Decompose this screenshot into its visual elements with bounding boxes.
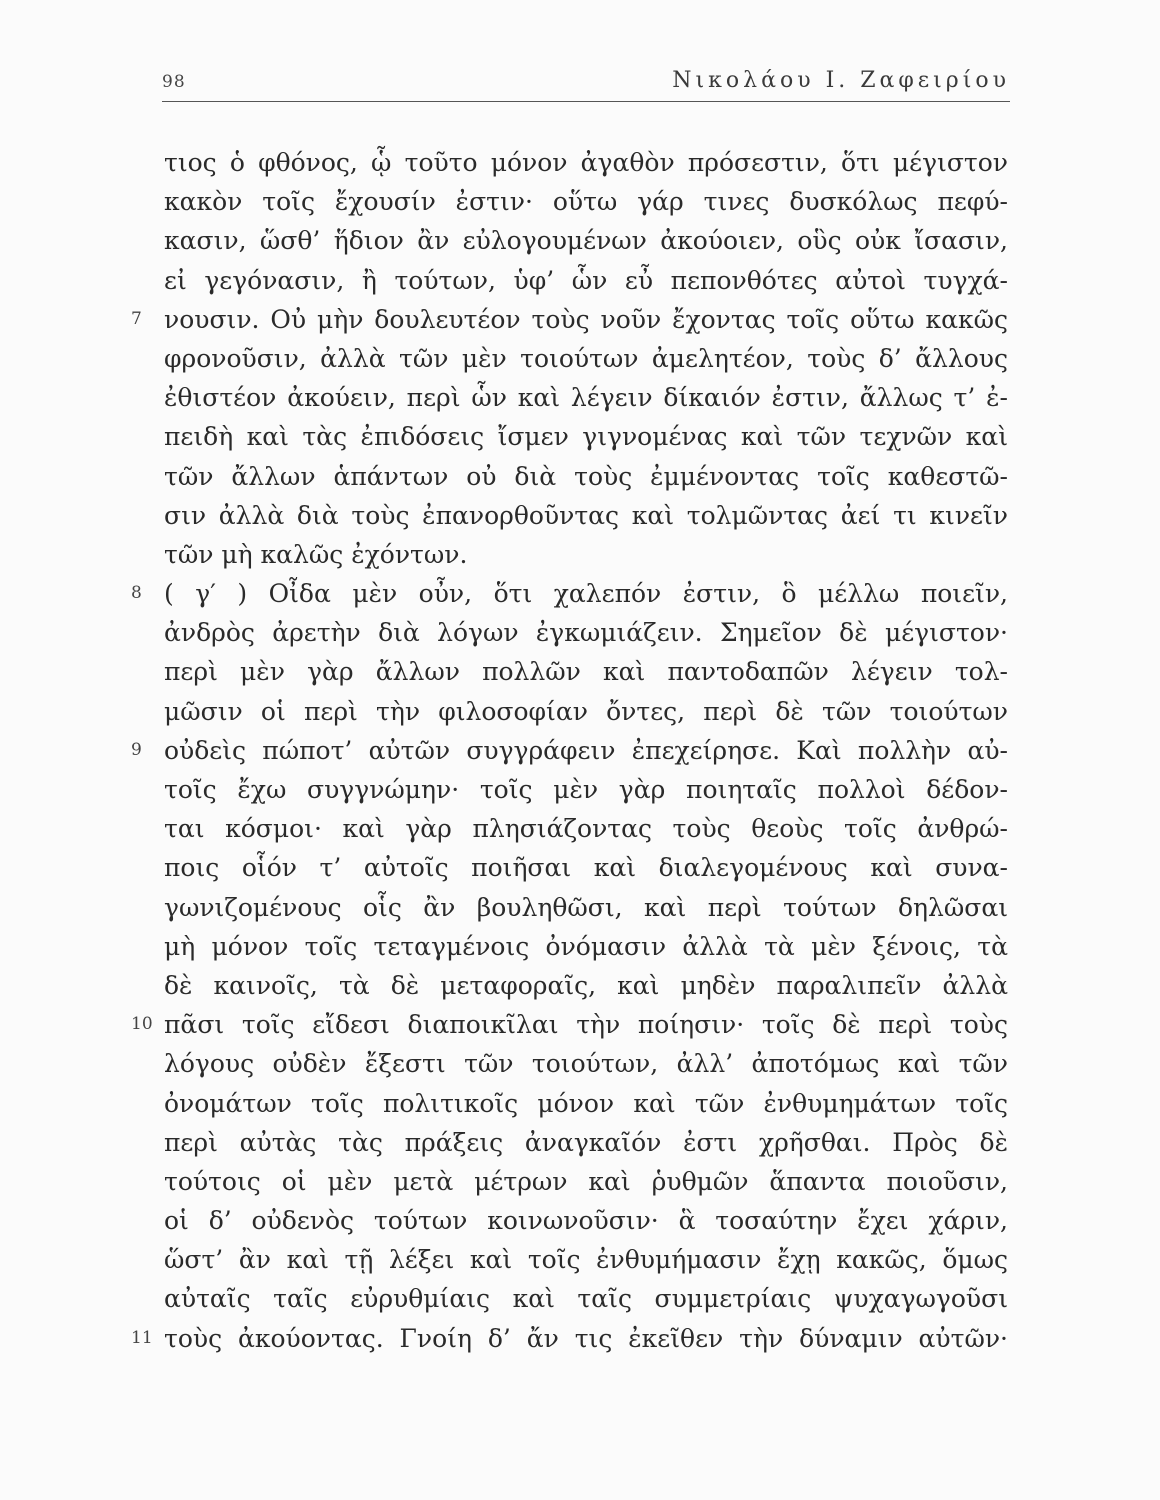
line-text: γωνιζομένους οἷς ἂν βουληθῶσι, καὶ περὶ τούτων δηλῶσαι	[164, 892, 1008, 922]
line-text: τοῖς ἔχω συγγνώμην· τοῖς μὲν γὰρ ποιηταῖς πολλοὶ δέδον-	[164, 775, 1008, 804]
text-line	[164, 1044, 1008, 1083]
text-line	[164, 613, 1008, 652]
text-line	[164, 1279, 1008, 1318]
line-text: περὶ μὲν γὰρ ἄλλων πολλῶν καὶ παντοδαπῶν λέγειν τολ-	[164, 657, 1008, 687]
line-text: πειδὴ καὶ τὰς ἐπιδόσεις ἴσμεν γιγνομένας καὶ τῶν τεχνῶν καὶ	[164, 422, 1008, 452]
text-line	[131, 731, 1008, 770]
text-line	[164, 261, 1008, 300]
line-text: νουσιν. Οὐ μὴν δουλευτέον τοὺς νοῦν ἔχοντας τοῖς οὕτω κακῶς	[164, 304, 1008, 334]
line-text: λόγους οὐδὲν ἔξεστι τῶν τοιούτων, ἀλλ’ ἀποτόμως καὶ τῶν	[164, 1049, 1008, 1079]
line-text: ( γ′ ) Οἶδα μὲν οὖν, ὅτι χαλεπόν ἐστιν, ὃ μέλλω ποιεῖν,	[164, 579, 1008, 609]
text-line	[164, 848, 1008, 887]
text-line	[164, 927, 1008, 966]
line-text: τῶν μὴ καλῶς ἐχόντων.	[164, 539, 468, 569]
line-text: τούτοις οἱ μὲν μετὰ μέτρων καὶ ῥυθμῶν ἅπαντα ποιοῦσιν,	[164, 1166, 1008, 1196]
text-line	[164, 182, 1008, 221]
text-line	[131, 1319, 1008, 1358]
line-text: φρονοῦσιν, ἀλλὰ τῶν μὲν τοιούτων ἀμελητέον, τοὺς δ’ ἄλλους	[164, 343, 1008, 373]
line-text: τιος ὁ φθόνος, ᾧ τοῦτο μόνον ἀγαθὸν πρόσεστιν, ὅτι μέγιστον	[164, 148, 1008, 177]
line-text: οἱ δ’ οὐδενὸς τούτων κοινωνοῦσιν· ἃ τοσαύτην ἔχει χάριν,	[164, 1206, 1008, 1236]
text-line	[131, 1005, 1008, 1044]
line-text: ποις οἷόν τ’ αὐτοῖς ποιῆσαι καὶ διαλεγομένους καὶ συνα-	[164, 853, 1008, 883]
line-text: κασιν, ὥσθ’ ἥδιον ἂν εὐλογουμένων ἀκούοιεν, οὓς οὐκ ἴσασιν,	[164, 226, 1008, 256]
margin-section-number: 7	[131, 308, 142, 329]
header-rule	[162, 101, 1010, 102]
line-text: τοὺς ἀκούοντας. Γνοίη δ’ ἄν τις ἐκεῖθεν τὴν δύναμιν αὐτῶν·	[164, 1323, 1008, 1353]
body-text	[131, 143, 1008, 1358]
line-text: μῶσιν οἱ περὶ τὴν φιλοσοφίαν ὄντες, περὶ δὲ τῶν τοιούτων	[164, 696, 1008, 726]
line-text: ται κόσμοι· καὶ γὰρ πλησιάζοντας τοὺς θεοὺς τοῖς ἀνθρώ-	[164, 814, 1008, 844]
line-text: ὀνομάτων τοῖς πολιτικοῖς μόνον καὶ τῶν ἐνθυμημάτων τοῖς	[164, 1088, 1008, 1118]
running-head	[162, 68, 1010, 102]
text-line	[164, 1240, 1008, 1279]
margin-section-number: 11	[131, 1327, 153, 1348]
text-line	[164, 966, 1008, 1005]
text-line	[164, 457, 1008, 496]
line-text: κακὸν τοῖς ἔχουσίν ἐστιν· οὕτω γάρ τινες δυσκόλως πεφύ-	[164, 187, 1008, 217]
text-line	[164, 1123, 1008, 1162]
margin-section-number: 8	[131, 583, 142, 604]
line-text: περὶ αὐτὰς τὰς πράξεις ἀναγκαῖόν ἐστι χρῆσθαι. Πρὸς δὲ	[164, 1127, 1008, 1157]
margin-section-number: 9	[131, 739, 142, 760]
line-text: εἰ γεγόνασιν, ἢ τούτων, ὑφ’ ὧν εὖ πεπονθότες αὐτοὶ τυγχά-	[164, 265, 1008, 295]
line-text: ἀνδρὸς ἀρετὴν διὰ λόγων ἐγκωμιάζειν. Σημεῖον δὲ μέγιστον·	[164, 618, 1008, 648]
line-text: ὥστ’ ἂν καὶ τῇ λέξει καὶ τοῖς ἐνθυμήμασιν ἔχῃ κακῶς, ὅμως	[164, 1245, 1008, 1275]
line-text: αὐταῖς ταῖς εὐρυθμίαις καὶ ταῖς συμμετρίαις ψυχαγωγοῦσι	[164, 1284, 1008, 1314]
line-text: οὐδεὶς πώποτ’ αὐτῶν συγγράφειν ἐπεχείρησε. Καὶ πολλὴν αὐ-	[164, 735, 1008, 765]
line-text: σιν ἀλλὰ διὰ τοὺς ἐπανορθοῦντας καὶ τολμῶντας ἀεί τι κινεῖν	[164, 500, 1008, 530]
text-line	[164, 221, 1008, 260]
margin-section-number: 10	[131, 1014, 153, 1035]
line-text: μὴ μόνον τοῖς τεταγμένοις ὀνόμασιν ἀλλὰ τὰ μὲν ξένοις, τὰ	[164, 931, 1008, 961]
page-number: 98	[162, 72, 186, 92]
text-line	[164, 535, 1008, 574]
text-line	[164, 378, 1008, 417]
running-title: Νικολάου Ι. Ζαφειρίου	[672, 68, 1010, 93]
text-line	[131, 574, 1008, 613]
line-text: ἐθιστέον ἀκούειν, περὶ ὧν καὶ λέγειν δίκαιόν ἐστιν, ἄλλως τ’ ἐ-	[164, 383, 1008, 413]
text-line	[164, 496, 1008, 535]
text-line	[164, 888, 1008, 927]
text-line	[164, 1162, 1008, 1201]
text-line	[164, 652, 1008, 691]
text-line	[164, 1201, 1008, 1240]
line-text: τῶν ἄλλων ἁπάντων οὐ διὰ τοὺς ἐμμένοντας τοῖς καθεστῶ-	[164, 461, 1008, 491]
line-text: δὲ καινοῖς, τὰ δὲ μεταφοραῖς, καὶ μηδὲν παραλιπεῖν ἀλλὰ	[164, 970, 1008, 1000]
text-line	[164, 1084, 1008, 1123]
line-text: πᾶσι τοῖς εἴδεσι διαποικῖλαι τὴν ποίησιν· τοῖς δὲ περὶ τοὺς	[164, 1010, 1008, 1040]
text-line	[164, 770, 1008, 809]
text-line	[164, 692, 1008, 731]
text-line	[164, 143, 1008, 182]
text-line	[131, 300, 1008, 339]
text-line	[164, 809, 1008, 848]
text-line	[164, 417, 1008, 456]
text-line	[164, 339, 1008, 378]
